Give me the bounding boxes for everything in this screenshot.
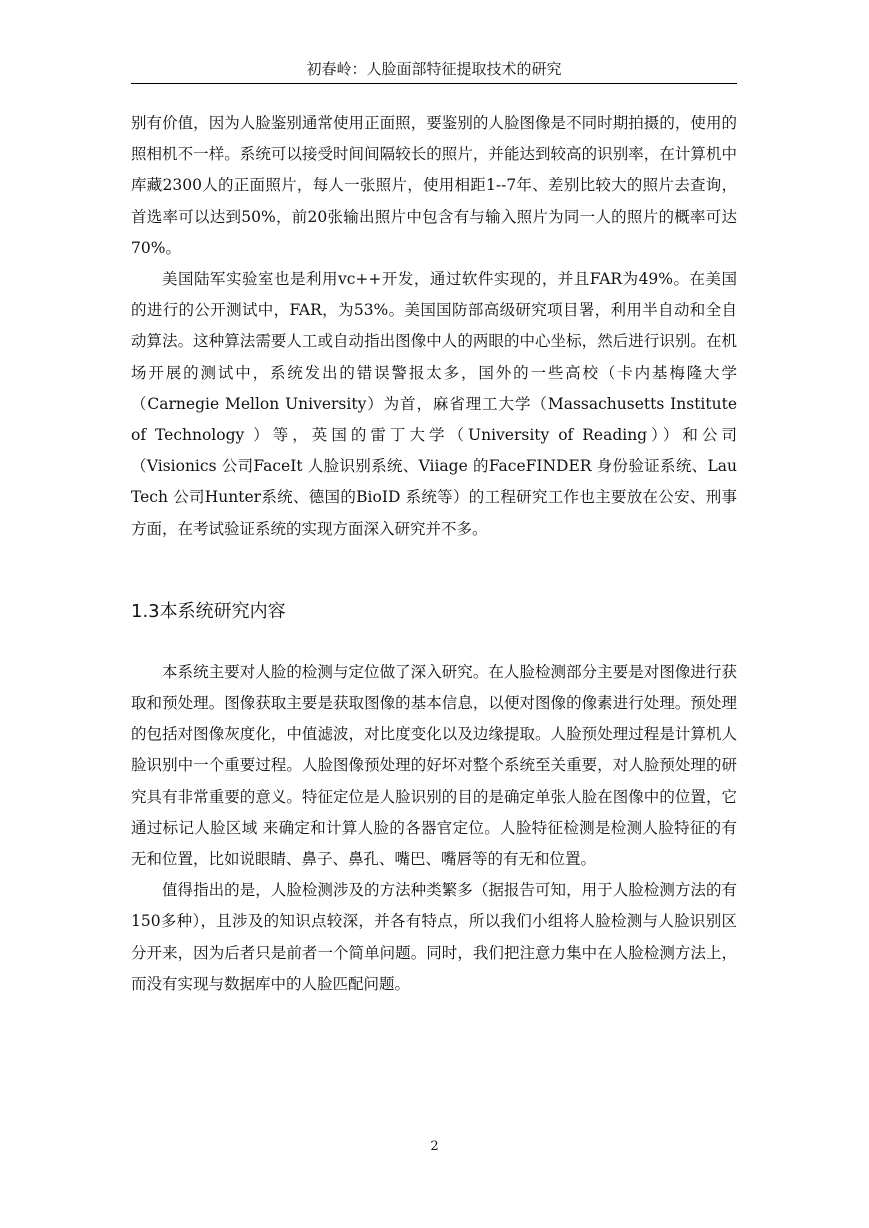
page-number: 2 <box>430 1139 439 1154</box>
paragraph-us-army-lab: 美国陆军实验室也是利用vc++开发，通过软件实现的，并且FAR为49%。在美国的进行的公开测试中，FAR，为53%。美国国防部高级研究项目署，利用半自动和全自动算法。这种算法需要人工或自动指出图像中人的两眼的中心坐标，然后进行识别。在机场开展的测试中，系统发出的错误警报太多，国外的一些高校（卡内基梅隆大学（Carnegie Mellon University）为首，麻省理工大学（Massachusetts Institute of Technology ）等，英国的雷丁大学（University of Reading））和公司（Visionics 公司FaceIt 人脸识别系统、Viiage 的FaceFINDER 身份验证系统、Lau Tech 公司Hunter系统、德国的BioID 系统等）的工程研究工作也主要放在公安、刑事方面，在考试验证系统的实现方面深入研究并不多。 <box>131 270 737 538</box>
section-heading: 1.3本系统研究内容 <box>131 600 286 622</box>
paragraph-system-content: 本系统主要对人脸的检测与定位做了深入研究。在人脸检测部分主要是对图像进行获取和预处理。图像获取主要是获取图像的基本信息，以便对图像的像素进行处理。预处理的包括对图像灰度化，中值滤波，对比度变化以及边缘提取。人脸预处理过程是计算机人脸识别中一个重要过程。人脸图像预处理的好坏对整个系统至关重要，对人脸预处理的研究具有非常重要的意义。特征定位是人脸识别的目的是确定单张人脸在图像中的位置，它通过标记人脸区域 来确定和计算人脸的各器官定位。人脸特征检测是检测人脸特征的有无和位置，比如说眼睛、鼻子、鼻孔、嘴巴、嘴唇等的有无和位置。 <box>131 662 737 869</box>
paragraph-continued: 别有价值，因为人脸鉴别通常使用正面照，要鉴别的人脸图像是不同时期拍摄的，使用的照相机不一样。系统可以接受时间间隔较长的照片，并能达到较高的识别率，在计算机中库藏2300人的正面照片，每人一张照片，使用相距1--7年、差别比较大的照片去查询，首选率可以达到50%，前20张输出照片中包含有与输入照片为同一人的照片的概率可达70%。 <box>131 114 737 257</box>
header-divider <box>131 83 737 84</box>
paragraph-methods-note: 值得指出的是，人脸检测涉及的方法种类繁多（据报告可知，用于人脸检测方法的有150多种），且涉及的知识点较深，并各有特点，所以我们小组将人脸检测与人脸识别区分开来，因为后者只是前者一个简单问题。同时，我们把注意力集中在人脸检测方法上，而没有实现与数据库中的人脸匹配问题。 <box>131 881 737 993</box>
page-body <box>131 108 737 1000</box>
running-header: 初春岭：人脸面部特征提取技术的研究 <box>306 60 562 78</box>
